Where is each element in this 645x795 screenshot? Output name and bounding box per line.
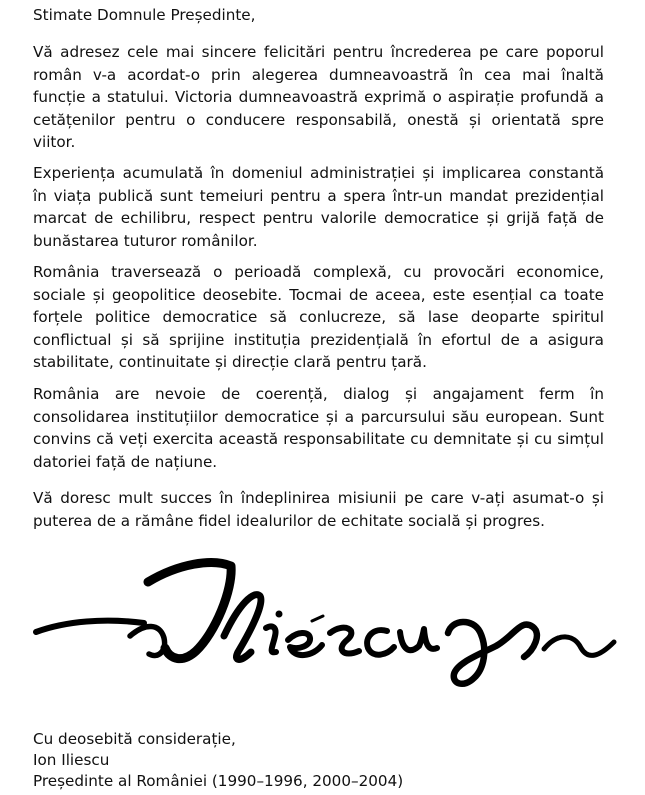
- closing-regards: Cu deosebită considerație,: [33, 730, 236, 748]
- letter-closing: [33, 729, 403, 792]
- author-name: Ion Iliescu: [33, 751, 110, 769]
- letter-paragraph-3: România traversează o perioadă complexă, cu provocări economice, sociale și geopolitice deosebite. Tocmai de aceea, este esențial ca toate forțele politice democratice să conlucreze, să lase deoparte spiritul conflictual și să sprijine instituția prezidențială în efortul de a asigura stabilitate, continuitate și direcție clară pentru țară.: [33, 263, 604, 371]
- salutation: Stimate Domnule Președinte,: [33, 6, 256, 24]
- letter-paragraph-1: Vă adresez cele mai sincere felicitări pentru încrederea pe care poporul român v-a acordat-o prin alegerea dumneavoastră în cea mai înaltă funcție a statului. Victoria dumneavoastră exprimă o aspirație profundă a cetățenilor pentru o conducere responsabilă, onestă și orientată spre viitor.: [33, 43, 604, 151]
- letter-paragraph-4: România are nevoie de coerență, dialog și angajament ferm în consolidarea instituțiilor democratice și a parcursului său european. Sunt convins că veți exercita această responsabilitate cu demnitate și cu simțul datoriei față de națiune.: [33, 385, 604, 471]
- letter-paragraph-2: Experiența acumulată în domeniul administrației și implicarea constantă în viața publică sunt temeiuri pentru a spera într-un mandat prezidențial marcat de echilibru, respect pentru valorile democratice și grijă față de bunăstarea tuturor românilor.: [33, 164, 604, 250]
- letter-paragraph-5: Vă doresc mult succes în îndeplinirea misiunii pe care v-ați asumat-o și puterea de a rămâne fidel idealurilor de echitate socială și progres.: [33, 489, 604, 530]
- handwritten-signature: [28, 548, 618, 688]
- author-title: Președinte al României (1990–1996, 2000–2004): [33, 772, 404, 790]
